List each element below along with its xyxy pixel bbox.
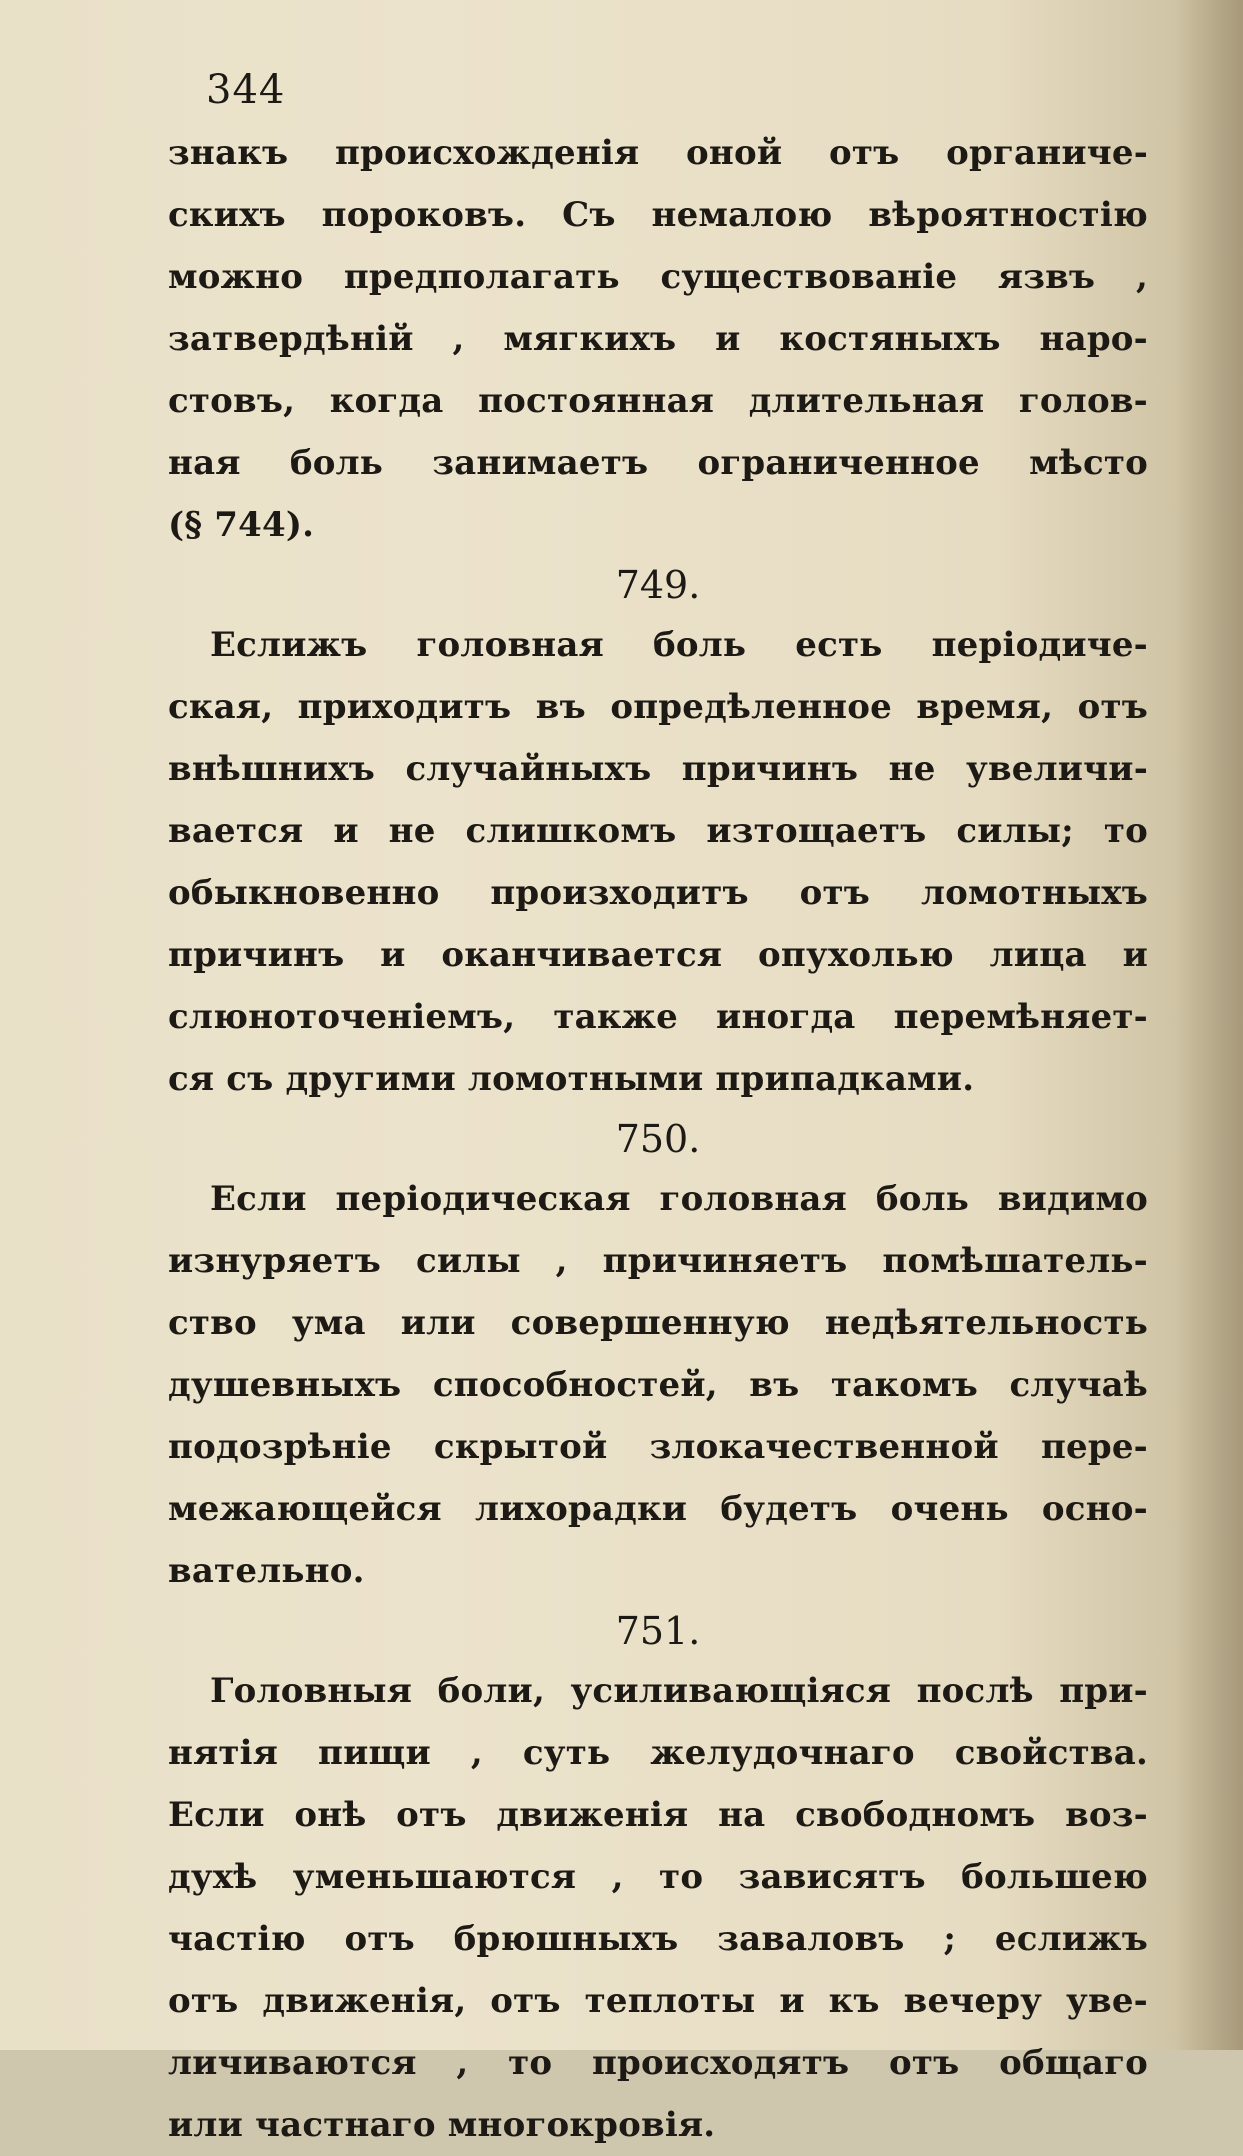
text-line: внѣшнихъ случайныхъ причинъ не увеличи- [168, 749, 1148, 789]
text-line: стовъ, когда постоянная длительная голов- [168, 381, 1148, 421]
text-line: вается и не слишкомъ изтощаетъ силы; то [168, 811, 1148, 851]
page-number: 344 [206, 67, 286, 113]
text-line: обыкновенно произходитъ отъ ломотныхъ [168, 873, 1148, 913]
text-line: Если періодическая головная боль видимо [210, 1179, 1148, 1219]
section-number: 750. [615, 1117, 701, 1161]
text-line: отъ движенія, отъ теплоты и къ вечеру уве- [168, 1981, 1148, 2021]
text-line: духѣ уменьшаются , то зависятъ большею [168, 1857, 1148, 1897]
text-line: ся съ другими ломотными припадками. [168, 1059, 975, 1099]
text-line: личиваются , то происходятъ отъ общаго [168, 2043, 1148, 2083]
page-content [168, 60, 1148, 2156]
text-line: изнуряетъ силы , причиняетъ помѣшатель- [168, 1241, 1148, 1281]
text-line: ство ума или совершенную недѣятельность [168, 1303, 1148, 1343]
text-line: Еслижъ головная боль есть періодиче- [210, 625, 1148, 665]
text-line: затвердѣній , мягкихъ и костяныхъ наро- [168, 319, 1148, 359]
text-line: Если онѣ отъ движенія на свободномъ воз- [168, 1795, 1148, 1835]
text-line: слюноточеніемъ, также иногда перемѣняет- [168, 997, 1148, 1037]
text-line: частію отъ брюшныхъ заваловъ ; еслижъ [168, 1919, 1148, 1959]
text-line: скихъ пороковъ. Съ немалою вѣроятностію [168, 195, 1148, 235]
text-line: или частнаго многокровія. [168, 2105, 716, 2145]
text-line: ная боль занимаетъ ограниченное мѣсто [168, 443, 1148, 483]
text-line: подозрѣніе скрытой злокачественной пере- [168, 1427, 1148, 1467]
text-line: (§ 744). [168, 505, 315, 545]
text-line: вательно. [168, 1551, 365, 1591]
text-line: ская, приходитъ въ опредѣленное время, отъ [168, 687, 1148, 727]
text-line: душевныхъ способностей, въ такомъ случаѣ [168, 1365, 1148, 1405]
text-line: причинъ и оканчивается опухолью лица и [168, 935, 1148, 975]
text-line: Головныя боли, усиливающіяся послѣ при- [210, 1671, 1148, 1711]
text-line: можно предполагать существованіе язвъ , [168, 257, 1148, 297]
text-line: нятія пищи , суть желудочнаго свойства. [168, 1733, 1148, 1773]
text-line: знакъ происхожденія оной отъ органиче- [168, 133, 1148, 173]
section-number: 749. [615, 563, 701, 607]
text-line: межающейся лихорадки будетъ очень осно- [168, 1489, 1148, 1529]
section-number: 751. [615, 1609, 701, 1653]
page-edge-shadow [1173, 0, 1243, 2050]
